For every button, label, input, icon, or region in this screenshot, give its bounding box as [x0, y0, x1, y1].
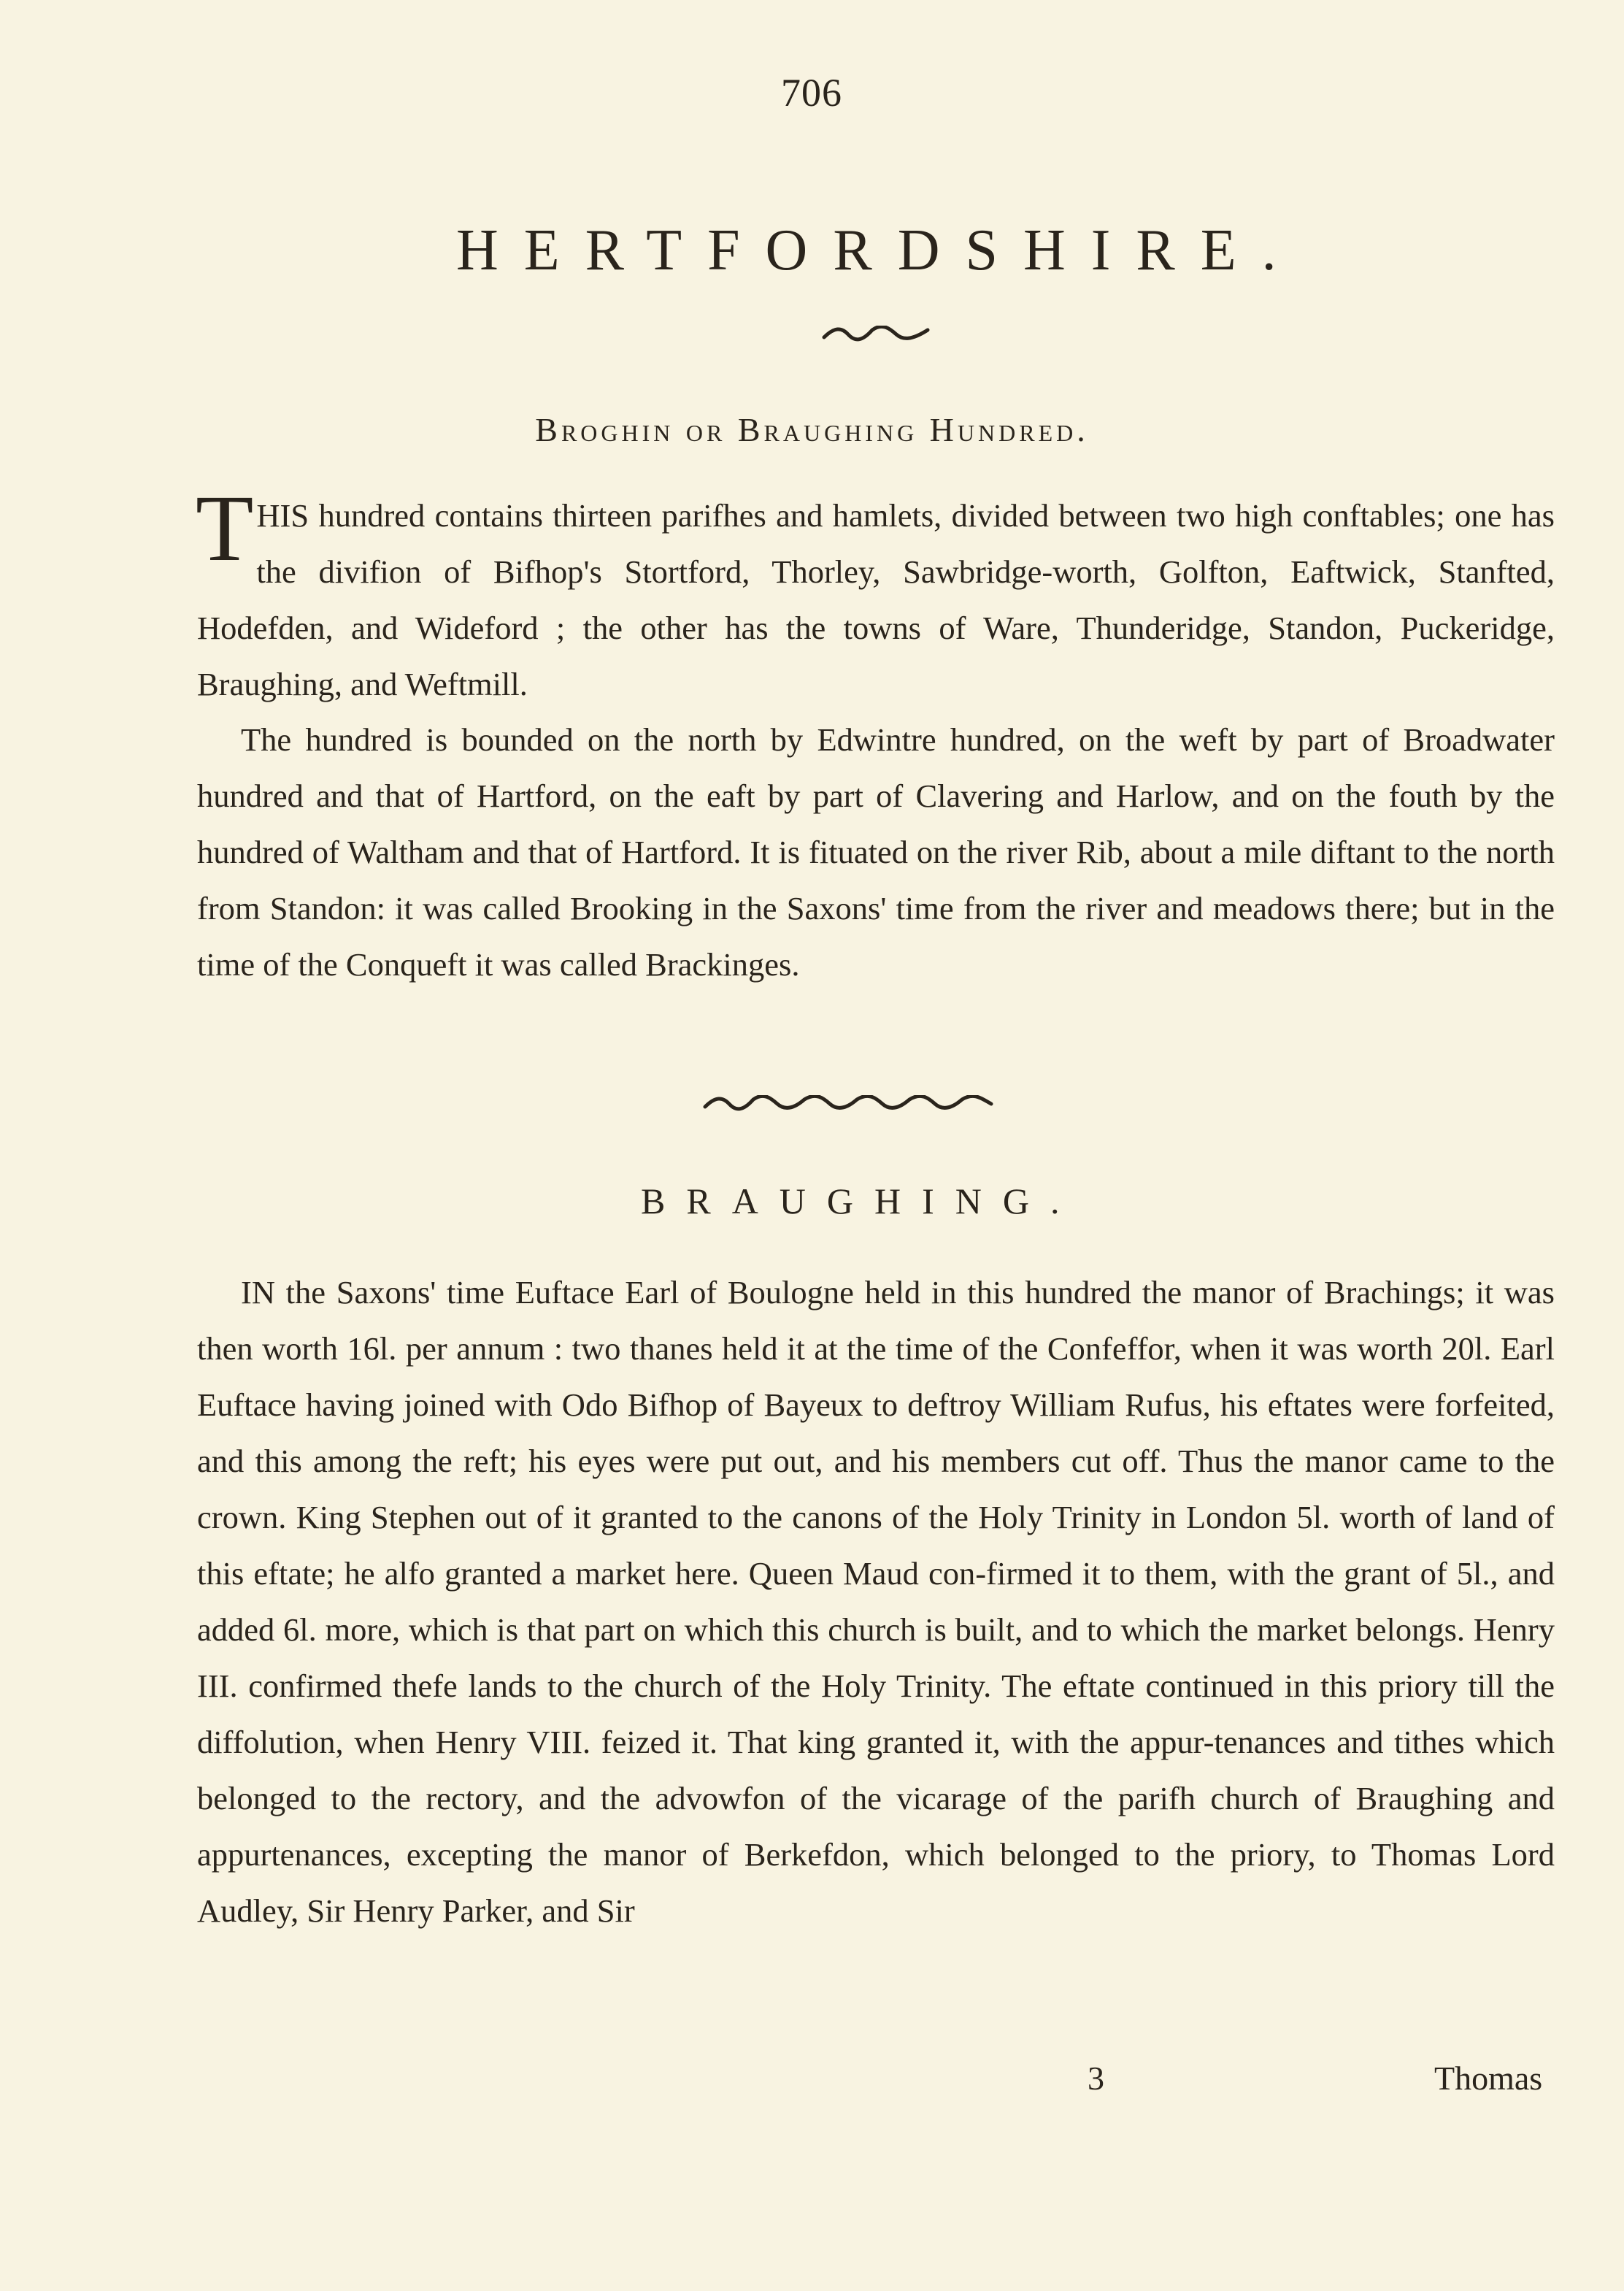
section-heading: BRAUGHING. [641, 1181, 1081, 1221]
signature-mark: 3 [1088, 2060, 1104, 2097]
paragraph-history [197, 1265, 1555, 1939]
ornament-divider-short [821, 326, 931, 342]
page-number: 706 [781, 71, 842, 115]
paragraph-boundaries [197, 712, 1555, 993]
paragraph-boundaries-text: The hundred is bounded on the north by Edwintre hundred, on the weft by part of Broadwater hundred and that of Hartford, on the eaft by part of Clavering and Harlow, and on the fouth by the hundred of Waltham and that of Hartford. It is fituated on the river Rib, about a mile diftant to the north from Standon: it was called Brooking in the Saxons' time from the river and meadows there; but in the time of the Conqueft it was called Brackinges. [197, 721, 1555, 983]
catchword: Thomas [1434, 2060, 1543, 2097]
paragraph-intro [196, 476, 1555, 713]
paragraph-history-text: IN the Saxons' time Euftace Earl of Boulogne held in this hundred the manor of Brachings; it was then worth 16l. per annum : two thanes held it at the time of the Confeffor, when it was worth 20l. Earl Euftace having joined with Odo Bifhop of Bayeux to deftroy William Rufus, his eftates were forfeited, and this among the reft; his eyes were put out, and his members cut off. Thus the manor came to the crown. King Stephen out of it granted to the canons of the Holy Trinity in London 5l. worth of land of this eftate; he alfo granted a market here. Queen Maud con-firmed it to them, with the grant of 5l., and added 6l. more, which is that part on which this church is built, and to which the market belongs. Henry III. confirmed thefe lands to the church of the Holy Trinity. The eftate continued in this priory till the diffolution, when Henry VIII. feized it. That king granted it, with the appur-tenances and tithes which belonged to the rectory, and the advowfon of the vicarage of the parifh church of Braughing and appurtenances, excepting the manor of Berkefdon, which belonged to the priory, to Thomas Lord Audley, Sir Henry Parker, and Sir [197, 1274, 1555, 1929]
paragraph-intro-text: HIS hundred contains thirteen parifhes and hamlets, divided between two high conftables; one has the divifion of Bifhop's Stortford, Thorley, Sawbridge-worth, Golfton, Eaftwick, Stanfted, Hodefden, and Wideford ; the other has the towns of Ware, Thunderidge, Standon, Puckeridge, Braughing, and Weftmill. [197, 497, 1555, 702]
ornament-divider-long [702, 1095, 994, 1111]
county-title: HERTFORDSHIRE. [456, 218, 1302, 283]
drop-cap: T [196, 476, 254, 581]
hundred-heading: Broghin or Braughing Hundred. [535, 411, 1089, 448]
